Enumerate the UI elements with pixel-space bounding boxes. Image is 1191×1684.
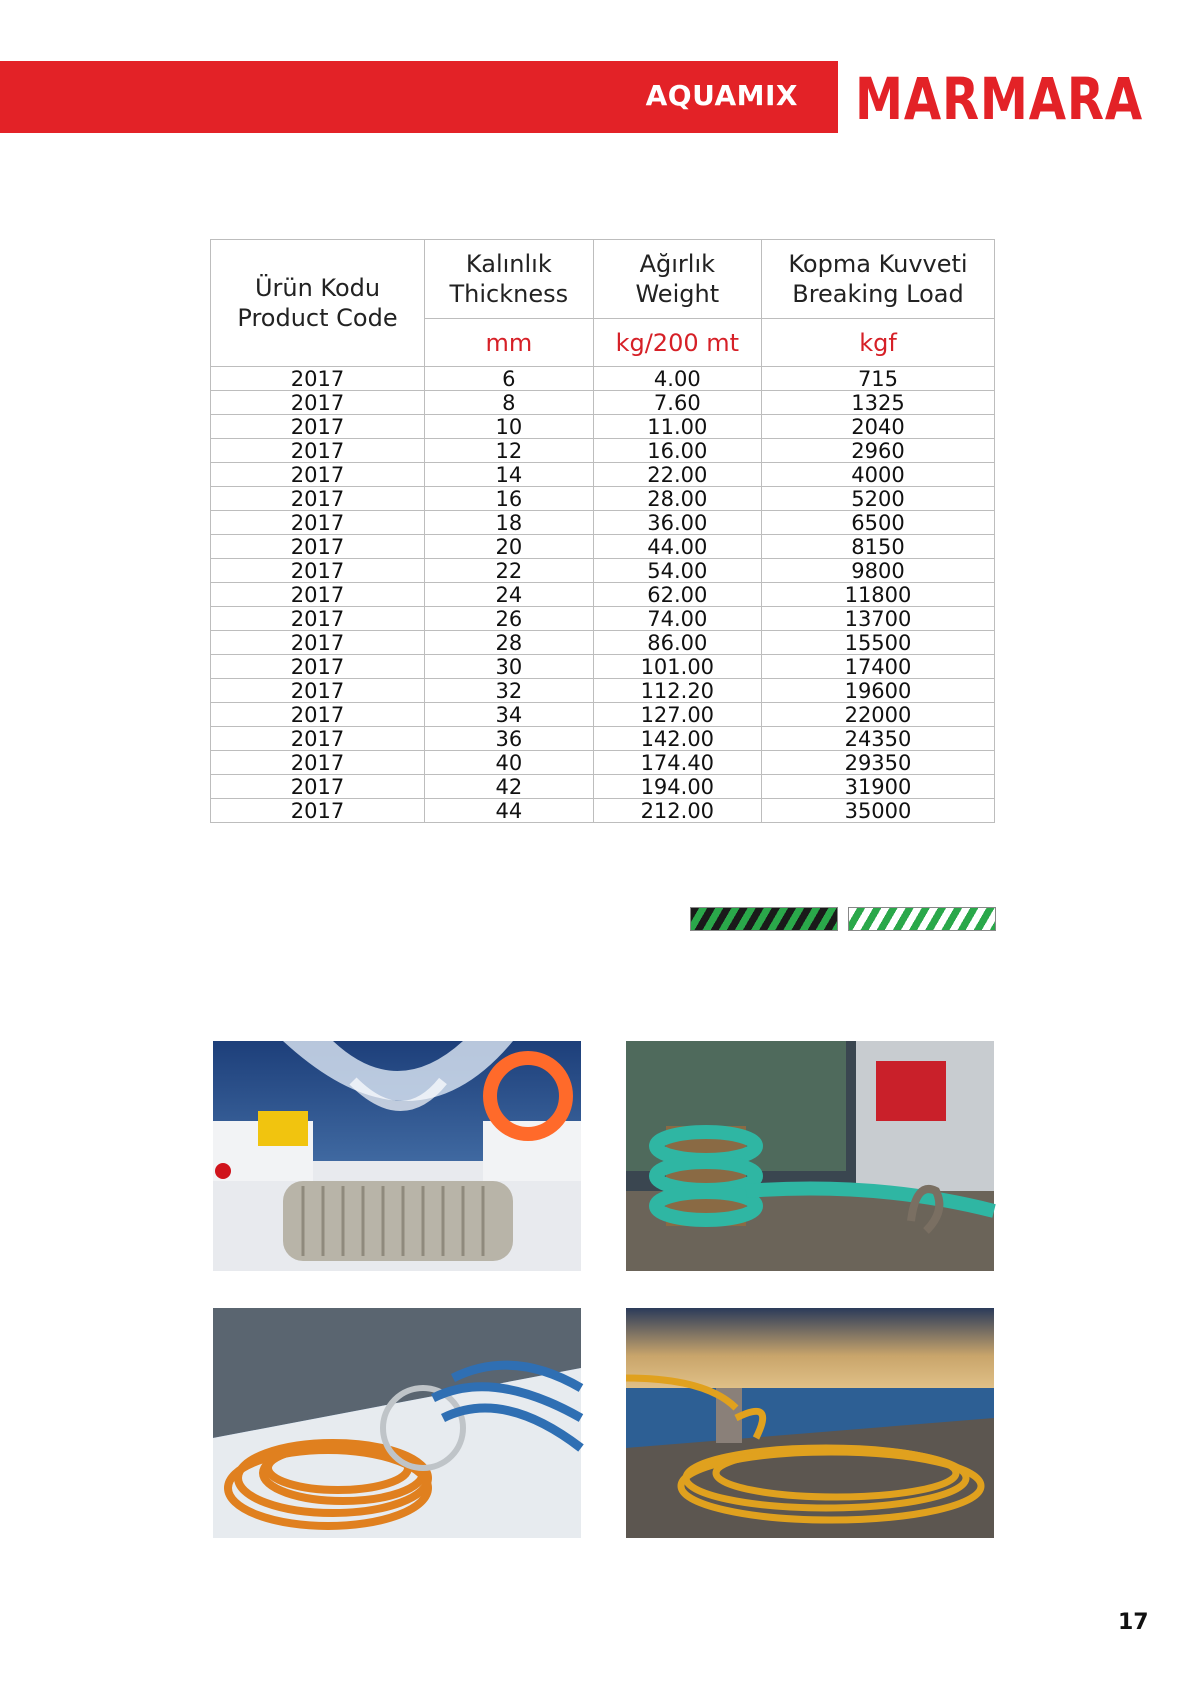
unit-weight: kg/200 mt xyxy=(593,319,761,367)
cell-thickness: 32 xyxy=(425,679,594,703)
cell-product-code: 2017 xyxy=(211,463,425,487)
cell-breaking-load: 29350 xyxy=(761,751,994,775)
table-row xyxy=(211,775,995,799)
cell-weight: 174.40 xyxy=(593,751,761,775)
cell-product-code: 2017 xyxy=(211,655,425,679)
cell-product-code: 2017 xyxy=(211,703,425,727)
cell-breaking-load: 15500 xyxy=(761,631,994,655)
green-rope-bollard-photo xyxy=(626,1041,994,1271)
table-row xyxy=(211,367,995,391)
header-weight: Ağırlık Weight xyxy=(593,240,761,319)
cell-thickness: 34 xyxy=(425,703,594,727)
cell-thickness: 12 xyxy=(425,439,594,463)
cell-weight: 36.00 xyxy=(593,511,761,535)
cell-breaking-load: 715 xyxy=(761,367,994,391)
cell-breaking-load: 24350 xyxy=(761,727,994,751)
cell-breaking-load: 1325 xyxy=(761,391,994,415)
table-body xyxy=(211,367,995,823)
cell-thickness: 26 xyxy=(425,607,594,631)
cell-breaking-load: 2960 xyxy=(761,439,994,463)
table-row xyxy=(211,535,995,559)
spec-table xyxy=(210,239,995,823)
cell-weight: 44.00 xyxy=(593,535,761,559)
cell-thickness: 36 xyxy=(425,727,594,751)
cell-product-code: 2017 xyxy=(211,439,425,463)
yellow-rope-pier-photo xyxy=(626,1308,994,1538)
page-number: 17 xyxy=(1118,1610,1149,1635)
header-bar xyxy=(0,61,838,133)
cell-thickness: 6 xyxy=(425,367,594,391)
table-row xyxy=(211,487,995,511)
product-title: AQUAMIX xyxy=(645,79,798,112)
table-row xyxy=(211,463,995,487)
cell-product-code: 2017 xyxy=(211,487,425,511)
cell-breaking-load: 9800 xyxy=(761,559,994,583)
marmara-logo xyxy=(855,65,1145,133)
cell-weight: 194.00 xyxy=(593,775,761,799)
orange-rope-ring-photo xyxy=(213,1308,581,1538)
cell-weight: 86.00 xyxy=(593,631,761,655)
cell-product-code: 2017 xyxy=(211,415,425,439)
cell-breaking-load: 22000 xyxy=(761,703,994,727)
cell-breaking-load: 31900 xyxy=(761,775,994,799)
table-row xyxy=(211,703,995,727)
cell-thickness: 22 xyxy=(425,559,594,583)
cell-product-code: 2017 xyxy=(211,391,425,415)
table-row xyxy=(211,799,995,823)
cell-breaking-load: 5200 xyxy=(761,487,994,511)
cell-product-code: 2017 xyxy=(211,775,425,799)
cell-product-code: 2017 xyxy=(211,799,425,823)
table-row xyxy=(211,415,995,439)
unit-breaking-load: kgf xyxy=(761,319,994,367)
cell-breaking-load: 35000 xyxy=(761,799,994,823)
cell-weight: 22.00 xyxy=(593,463,761,487)
cell-breaking-load: 4000 xyxy=(761,463,994,487)
header-breaking-load: Kopma Kuvveti Breaking Load xyxy=(761,240,994,319)
cell-breaking-load: 8150 xyxy=(761,535,994,559)
header-product-code: Ürün Kodu Product Code xyxy=(211,240,425,367)
cell-weight: 16.00 xyxy=(593,439,761,463)
cell-thickness: 14 xyxy=(425,463,594,487)
table-row xyxy=(211,559,995,583)
cell-thickness: 44 xyxy=(425,799,594,823)
cell-breaking-load: 19600 xyxy=(761,679,994,703)
cell-product-code: 2017 xyxy=(211,679,425,703)
cell-thickness: 40 xyxy=(425,751,594,775)
cell-weight: 127.00 xyxy=(593,703,761,727)
cell-weight: 54.00 xyxy=(593,559,761,583)
cell-weight: 4.00 xyxy=(593,367,761,391)
cell-weight: 112.20 xyxy=(593,679,761,703)
svg-text:MARMARA: MARMARA xyxy=(855,65,1143,133)
cell-product-code: 2017 xyxy=(211,559,425,583)
cell-thickness: 10 xyxy=(425,415,594,439)
table-row xyxy=(211,727,995,751)
table-row xyxy=(211,679,995,703)
table-row xyxy=(211,631,995,655)
cell-breaking-load: 17400 xyxy=(761,655,994,679)
cell-thickness: 16 xyxy=(425,487,594,511)
cell-thickness: 28 xyxy=(425,631,594,655)
cell-weight: 28.00 xyxy=(593,487,761,511)
cell-weight: 142.00 xyxy=(593,727,761,751)
unit-thickness: mm xyxy=(425,319,594,367)
cell-weight: 11.00 xyxy=(593,415,761,439)
cell-thickness: 20 xyxy=(425,535,594,559)
table-row xyxy=(211,391,995,415)
cell-product-code: 2017 xyxy=(211,535,425,559)
cell-breaking-load: 11800 xyxy=(761,583,994,607)
cell-weight: 7.60 xyxy=(593,391,761,415)
cell-product-code: 2017 xyxy=(211,727,425,751)
cell-weight: 101.00 xyxy=(593,655,761,679)
cell-breaking-load: 13700 xyxy=(761,607,994,631)
boat-winch-rope-photo xyxy=(213,1041,581,1271)
cell-thickness: 18 xyxy=(425,511,594,535)
cell-product-code: 2017 xyxy=(211,751,425,775)
cell-thickness: 30 xyxy=(425,655,594,679)
cell-product-code: 2017 xyxy=(211,631,425,655)
cell-product-code: 2017 xyxy=(211,511,425,535)
cell-weight: 74.00 xyxy=(593,607,761,631)
table-row xyxy=(211,511,995,535)
cell-weight: 212.00 xyxy=(593,799,761,823)
table-row xyxy=(211,607,995,631)
cell-breaking-load: 6500 xyxy=(761,511,994,535)
cell-thickness: 24 xyxy=(425,583,594,607)
cell-breaking-load: 2040 xyxy=(761,415,994,439)
cell-thickness: 42 xyxy=(425,775,594,799)
header-thickness: Kalınlık Thickness xyxy=(425,240,594,319)
table-row xyxy=(211,751,995,775)
cell-thickness: 8 xyxy=(425,391,594,415)
table-row xyxy=(211,583,995,607)
table-row xyxy=(211,439,995,463)
table-row xyxy=(211,655,995,679)
cell-product-code: 2017 xyxy=(211,367,425,391)
cell-product-code: 2017 xyxy=(211,607,425,631)
white-green-rope-swatch xyxy=(848,907,996,931)
cell-weight: 62.00 xyxy=(593,583,761,607)
black-green-rope-swatch xyxy=(690,907,838,931)
cell-product-code: 2017 xyxy=(211,583,425,607)
